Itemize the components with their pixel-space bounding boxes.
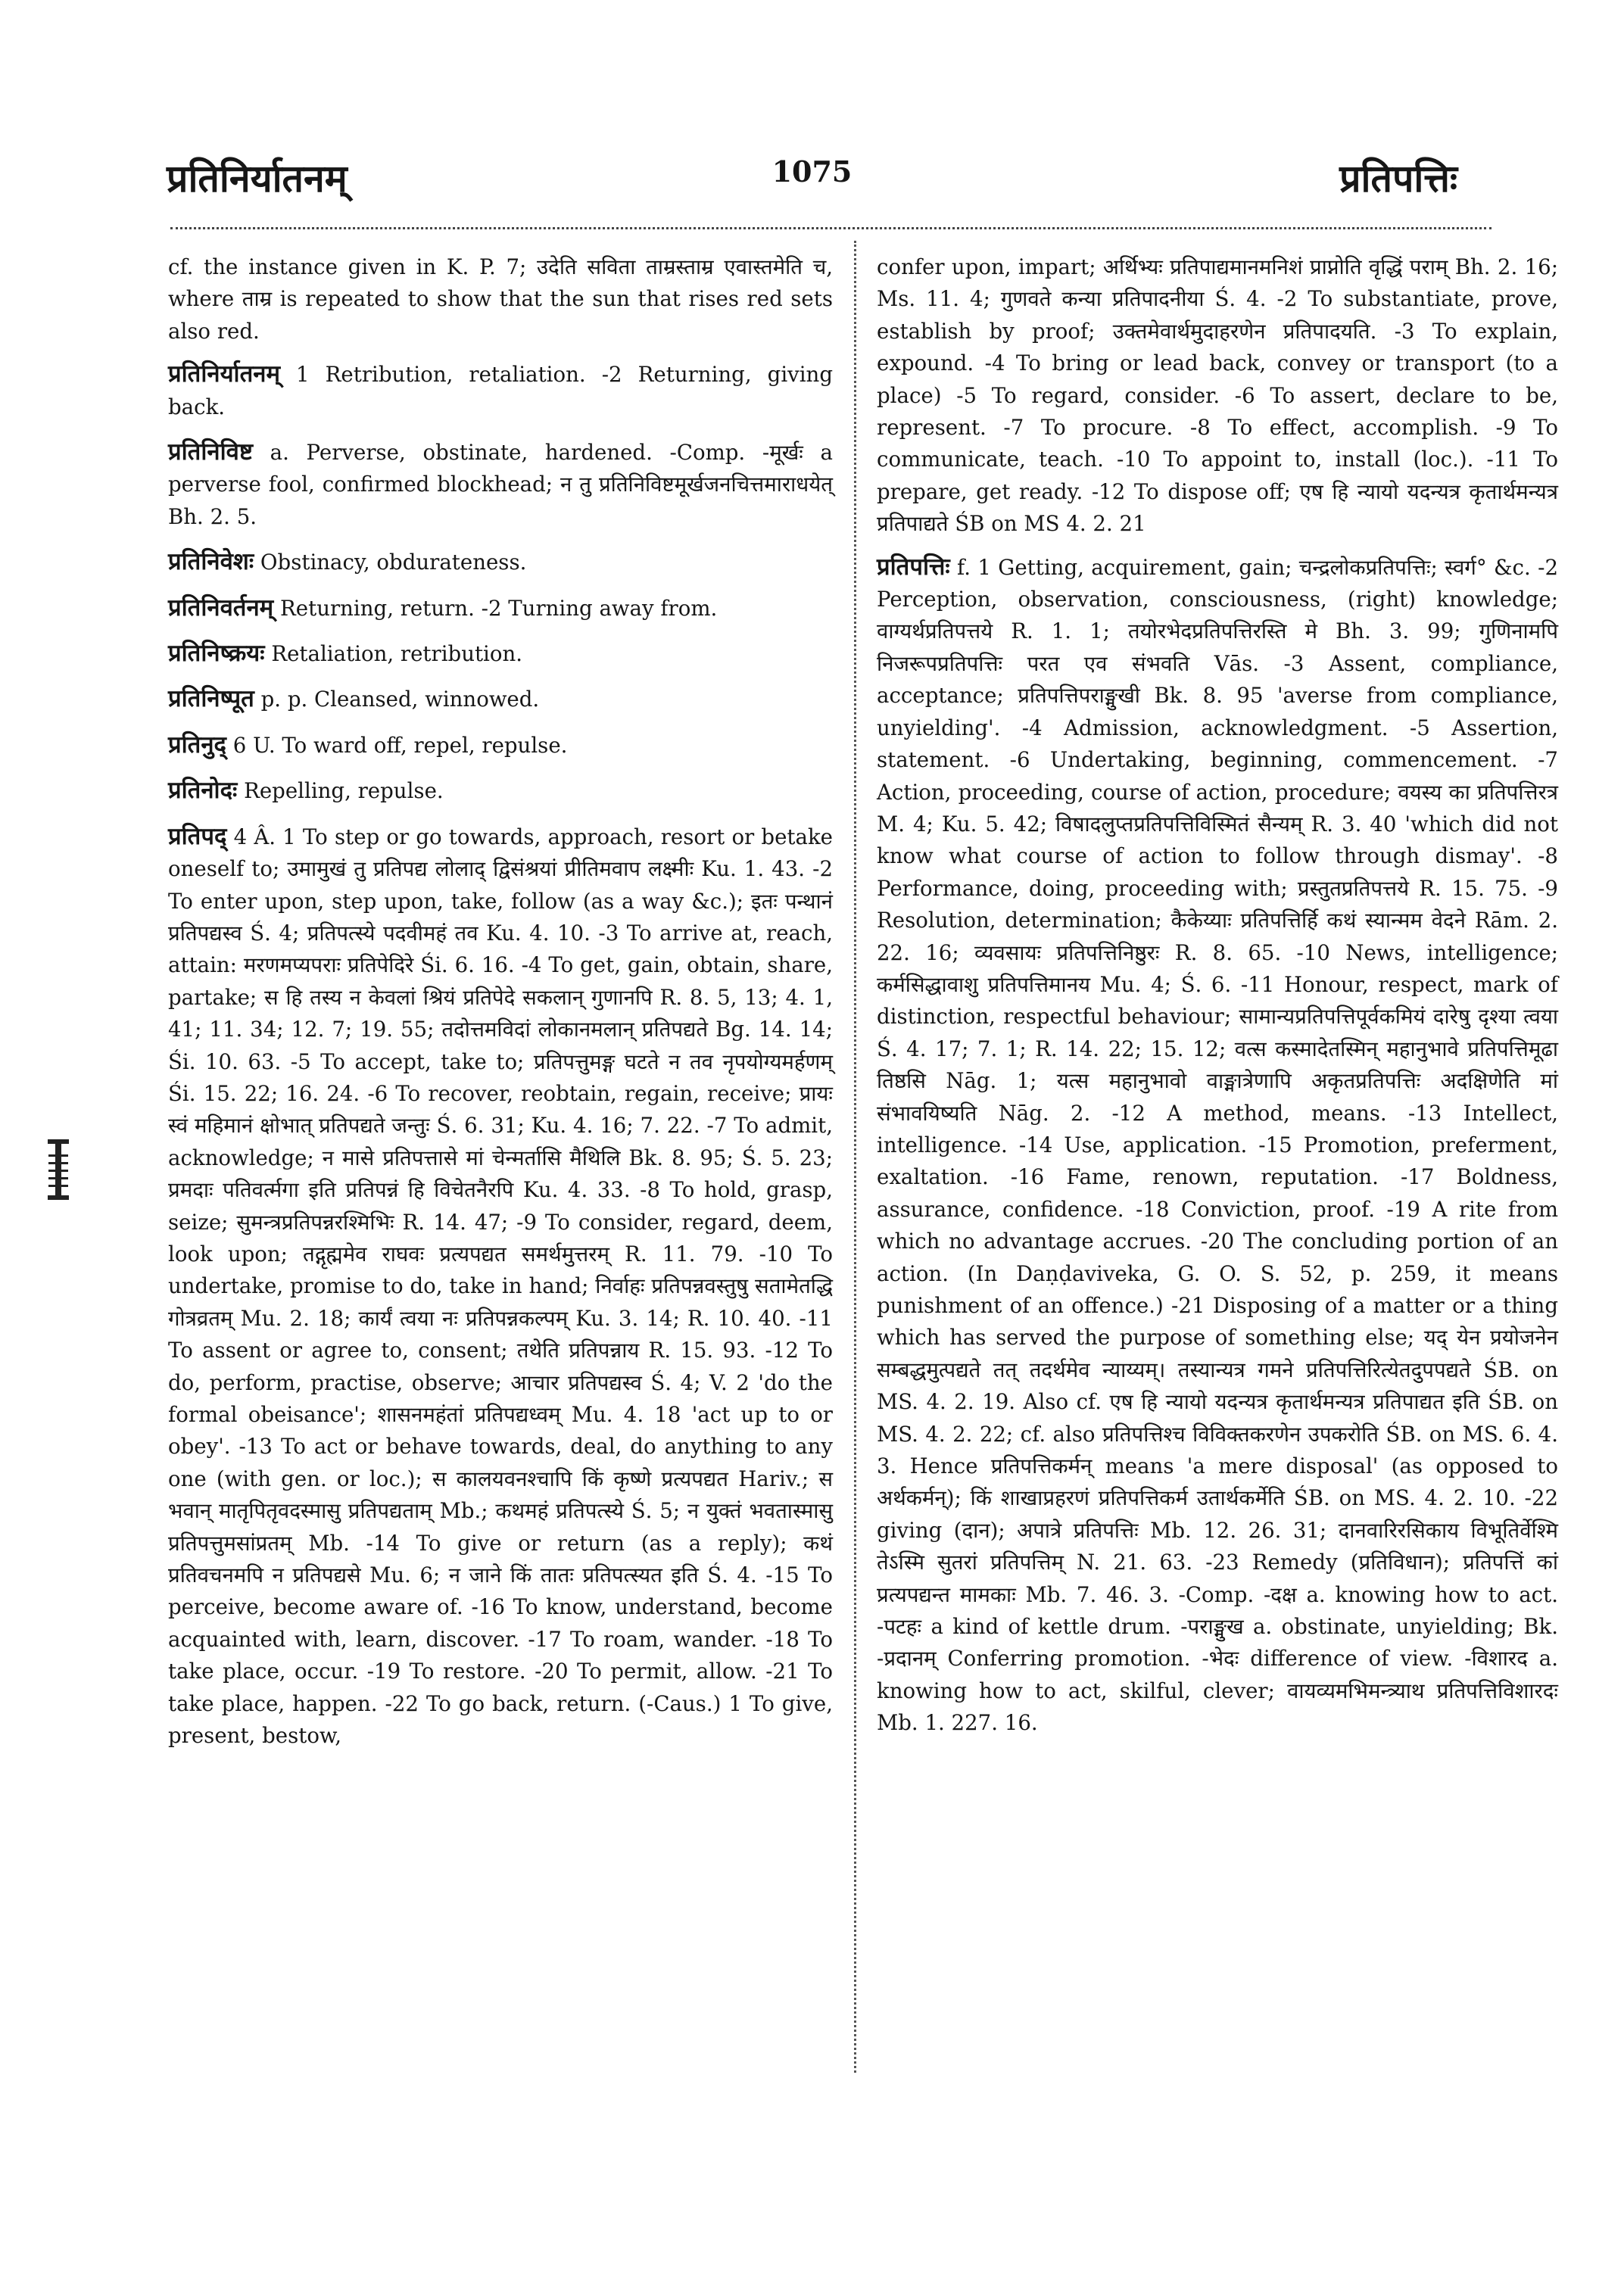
entry-text: Obstinacy, obdurateness. xyxy=(254,550,527,575)
entry-headword: प्रतिनिवेशः xyxy=(168,548,254,576)
entry-headword: प्रतिनिविष्ट xyxy=(168,438,253,466)
entry-text: f. 1 Getting, acquirement, gain; चन्द्रलोकप्रतिपत्तिः; स्वर्ग° &c. -2 Perception, observation, consciousness, (right) knowledge; वाग्यर्थप्रतिपत्तये R. 1. 1; तयोरभेदप्रतिपत्तिरस्ति मे Bh. 3. 99; गुणिनामपि निजरूपप्रतिपत्तिः परत एव संभवति Vās. -3 Assent, compliance, acceptance; प्रतिपत्तिपराङ्मुखी Bk. 8. 95 'averse from compliance, unyielding'. -4 Admission, acknowledgment. -5 Assertion, statement. -6 Undertaking, beginning, commencement. -7 Action, proceeding, course of action, procedure; वयस्य का प्रतिपत्तिरत्र M. 4; Ku. 5. 42; विषादलुप्तप्रतिपत्तिविस्मितं सैन्यम् R. 3. 40 'which did not know what course of action to follow through dismay'. -8 Performance, doing, proceeding with; प्रस्तुतप्रतिपत्तये R. 15. 75. -9 Resolution, determination; कैकेय्याः प्रतिपत्तिर्हि कथं स्यान्मम वेदने Rām. 2. 22. 16; व्यवसायः प्रतिपत्तिनिष्ठुरः R. 8. 65. -10 News, intelligence; कर्मसिद्धावाशु प्रतिपत्तिमानय Mu. 4; Ś. 6. -11 Honour, respect, mark of distinction, respectful behaviour; सामान्यप्रतिपत्तिपूर्वकमियं दारेषु दृश्या त्वया Ś. 4. 17; 7. 1; R. 14. 22; 15. 12; वत्स कस्मादेतस्मिन् महानुभावे प्रतिपत्तिमूढा तिष्ठसि Nāg. 1; यत्स महानुभावो वाङ्मात्रेणापि अकृतप्रतिपत्तिः अदक्षिणेति मां संभावयिष्यति Nāg. 2. -12 A method, means. -13 Intellect, intelligence. -14 Use, application. -15 Promotion, preferment, exaltation. -16 Fame, renown, reputation. -17 Boldness, assurance, confidence. -18 Conviction, proof. -19 A rite from which no advantage accrues. -20 The concluding portion of an action. (In Daṇḍaviveka, G. O. S. 52, p. 259, it means punishment of an offence.) -21 Disposing of a matter or a thing which has served the purpose of something else; यद् येन प्रयोजनेन सम्बद्धमुत्पद्यते तत् तदर्थमेव न्याय्यम्। तस्यान्यत्र गमने प्रतिपत्तिरित्येतदुपपद्यते ŚB. on MS. 4. 2. 19. Also cf. एष हि न्यायो यदन्यत्र कृतार्थमन्यत्र प्रतिपाद्यत इति ŚB. on MS. 4. 2. 22; cf. also प्रतिपत्तिश्च विविक्तकरणेन उपकरोति ŚB. on MS. 6. 4. 3. Hence प्रतिपत्तिकर्मन् means 'a mere disposal' (as opposed to अर्थकर्मन्); किं शाखाप्रहरणं प्रतिपत्तिकर्म उतार्थकर्मेति ŚB. on MS. 4. 2. 10. -22 giving (दान); अपात्रे प्रतिपत्तिः Mb. 12. 26. 31; दानवारिरसिकाय विभूतिर्वेश्मि तेऽस्मि सुतरां प्रतिपत्तिम् N. 21. 63. -23 Remedy (प्रतिविधान); प्रतिपत्तिं कां प्रत्यपद्यन्त मामकाः Mb. 7. 46. 3. -Comp. -दक्ष a. knowing how to act. -पटहः a kind of kettle drum. -पराङ्मुख a. obstinate, unyielding; Bk. -प्रदानम् Conferring promotion. -भेदः difference of view. -विशारद a. knowing how to act, skilful, clever; वायव्यमभिमन्त्र्याथ प्रतिपत्तिविशारदः Mb. 1. 227. 16. xyxy=(877,554,1558,1736)
margin-mark-icon xyxy=(45,1139,76,1200)
entry-headword: प्रतिपत्तिः xyxy=(877,553,950,581)
dictionary-entry xyxy=(168,637,833,670)
entry-headword: प्रतिनिवर्तनम् xyxy=(168,594,274,622)
page-number: 1075 xyxy=(771,154,853,188)
running-header xyxy=(167,151,1457,220)
entry-text: p. p. Cleansed, winnowed. xyxy=(254,687,540,712)
dictionary-entry xyxy=(168,436,833,533)
dictionary-entry xyxy=(877,551,1558,1740)
entry-headword: प्रतिनुद् xyxy=(168,731,227,759)
entry-text: Returning, return. -2 Turning away from. xyxy=(273,595,718,621)
right-column xyxy=(877,251,1558,1752)
entry-headword: प्रतिनोदः xyxy=(168,777,238,805)
entry-headword: प्रतिनिष्पूत xyxy=(168,685,254,713)
entry-continuation xyxy=(877,251,1558,541)
entry-text: confer upon, impart; अर्थिभ्यः प्रतिपाद्यमानमनिशं प्राप्नोति वृद्धिं पराम् Bh. 2. 16; Ms. 11. 4; गुणवते कन्या प्रतिपादनीया Ś. 4. -2 To substantiate, prove, establish by proof; उक्तमेवार्थमुदाहरणेन प्रतिपादयति. -3 To explain, expound. -4 To bring or lead back, convey or transport (to a place) -5 To regard, consider. -6 To assert, declare to be, represent. -7 To procure. -8 To effect, accomplish. -9 To communicate, teach. -10 To appoint to, install (loc.). -11 To prepare, get ready. -12 To dispose off; एष हि न्यायो यदन्यत्र कृतार्थमन्यत्र प्रतिपाद्यते ŚB on MS 4. 2. 21 xyxy=(877,254,1558,537)
entry-text: cf. the instance given in K. P. 7; उदेति सविता ताम्रस्ताम्र एवास्तमेति च, where ताम्र is repeated to show that the sun that rises red sets also red. xyxy=(168,254,833,344)
column-divider xyxy=(854,241,856,2073)
dictionary-entry xyxy=(168,683,833,715)
dictionary-entry xyxy=(168,821,833,1752)
dictionary-entry xyxy=(168,729,833,762)
entry-text: 6 U. To ward off, repel, repulse. xyxy=(226,732,568,758)
entry-text: 4 Â. 1 To step or go towards, approach, resort or betake oneself to; उमामुखं तु प्रतिपद्य लोलाद् द्विसंश्रयां प्रीतिमवाप लक्ष्मीः Ku. 1. 43. -2 To enter upon, step upon, take, follow (as a way &c.); इतः पन्थानं प्रतिपद्यस्व Ś. 4; प्रतिपत्स्ये पदवीमहं तव Ku. 4. 10. -3 To arrive at, reach, attain: मरणमप्यपराः प्रतिपेदिरे Śi. 6. 16. -4 To get, gain, obtain, share, partake; स हि तस्य न केवलां श्रियं प्रतिपेदे सकलान् गुणानपि R. 8. 5, 13; 4. 1, 41; 11. 34; 12. 7; 19. 55; तदोत्तमविदां लोकानमलान् प्रतिपद्यते Bg. 14. 14; Śi. 10. 63. -5 To accept, take to; प्रतिपत्तुमङ्ग घटते न तव नृपयोग्यमर्हणम् Śi. 15. 22; 16. 24. -6 To recover, reobtain, regain, receive; प्रायः स्वं महिमानं क्षोभात् प्रतिपद्यते जन्तुः Ś. 6. 31; Ku. 4. 16; 7. 22. -7 To admit, acknowledge; न मासे प्रतिपत्तासे मां चेन्मर्तासि मैथिलि Bk. 8. 95; Ś. 5. 23; प्रमदाः पतिवर्त्मगा इति प्रतिपन्नं हि विचेतनैरपि Ku. 4. 33. -8 To hold, grasp, seize; सुमन्त्रप्रतिपन्नरश्मिभिः R. 14. 47; -9 To consider, regard, deem, look upon; तद्गृह्ममेव राघवः प्रत्यपद्यत समर्थमुत्तरम् R. 11. 79. -10 To undertake, promise to do, take in hand; निर्वाहः प्रतिपन्नवस्तुषु सतामेतद्धि गोत्रव्रतम् Mu. 2. 18; कार्यं त्वया नः प्रतिपन्नकल्पम् Ku. 3. 14; R. 10. 40. -11 To assent or agree to, consent; तथेति प्रतिपन्नाय R. 15. 93. -12 To do, perform, practise, observe; आचार प्रतिपद्यस्व Ś. 4; V. 2 'do the formal obeisance'; शासनमहंतां प्रतिपद्यध्वम् Mu. 4. 18 'act up to or obey'. -13 To act or behave towards, deal, do anything to any one (with gen. or loc.); स कालयवनश्चापि किं कृष्णे प्रत्यपद्यत Hariv.; स भवान् मातृपितृवदस्मासु प्रतिपद्यताम् Mb.; कथमहं प्रतिपत्स्ये Ś. 5; न युक्तं भवतास्मासु प्रतिपत्तुमसांप्रतम् Mb. -14 To give or return (as a reply); कथं प्रतिवचनमपि न प्रतिपद्यसे Mu. 6; न जाने किं तातः प्रतिपत्स्यत इति Ś. 4. -15 To perceive, become aware of. -16 To know, understand, become acquainted with, learn, discover. -17 To roam, wander. -18 To take place, occur. -19 To restore. -20 To permit, allow. -21 To take place, happen. -22 To go back, return. (-Caus.) 1 To give, present, bestow, xyxy=(168,824,833,1749)
entry-headword: प्रतिपद् xyxy=(168,822,227,850)
left-column xyxy=(168,251,833,1765)
entry-headword: प्रतिनिष्क्रयः xyxy=(168,640,265,668)
header-left-headword: प्रतिनिर्यातनम् xyxy=(167,156,348,201)
dictionary-entry xyxy=(168,592,833,625)
entry-text: a. Perverse, obstinate, hardened. -Comp. -मूर्खः a perverse fool, confirmed blockhead; न तु प्रतिनिविष्टमूर्खजनचित्तमाराधयेत् Bh. 2. 5. xyxy=(168,440,833,529)
dictionary-entry xyxy=(168,546,833,578)
dictionary-entry xyxy=(168,774,833,807)
entry-text: Retaliation, retribution. xyxy=(264,641,523,667)
entry-text: 1 Retribution, retaliation. -2 Returning, giving back. xyxy=(168,362,833,419)
header-right-headword: प्रतिपत्तिः xyxy=(1339,156,1457,201)
entry-text: Repelling, repulse. xyxy=(237,778,444,804)
entry-headword: प्रतिनिर्यातनम् xyxy=(168,360,280,388)
dictionary-entry xyxy=(168,358,833,423)
entry-continuation xyxy=(168,251,833,347)
header-rule xyxy=(170,227,1492,229)
